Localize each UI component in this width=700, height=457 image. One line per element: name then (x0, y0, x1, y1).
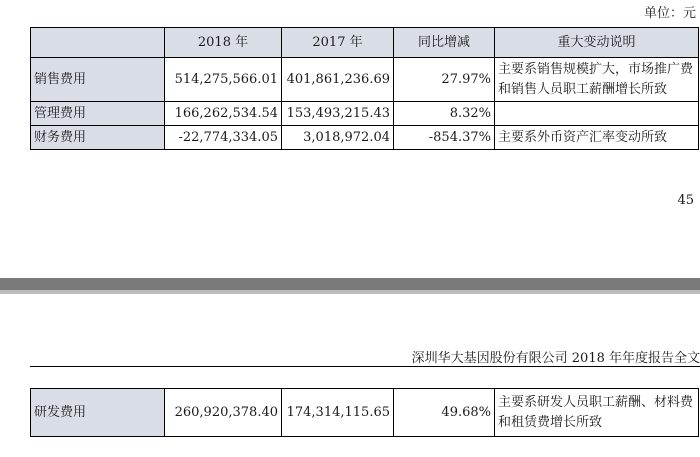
value-2018: -22,774,334.05 (165, 126, 282, 150)
header-2017: 2017 年 (282, 28, 394, 58)
header-item (31, 28, 165, 58)
table-row (31, 389, 699, 437)
unit-label: 单位：元 (643, 6, 696, 21)
header-2018: 2018 年 (165, 28, 282, 58)
table-row (31, 102, 699, 126)
change-note: 主要系销售规模扩大，市场推广费和销售人员职工薪酬增长所致 (495, 58, 699, 102)
change-note: 主要系外币资产汇率变动所致 (495, 126, 699, 150)
row-label: 销售费用 (31, 58, 165, 102)
value-2017: 153,493,215.43 (282, 102, 394, 126)
value-2017: 174,314,115.65 (282, 389, 394, 437)
row-label: 财务费用 (31, 126, 165, 150)
value-2018: 260,920,378.40 (165, 389, 282, 437)
value-2018: 166,262,534.54 (165, 102, 282, 126)
row-label: 研发费用 (31, 389, 165, 437)
table-row (31, 126, 699, 150)
header-note: 重大变动说明 (495, 28, 699, 58)
value-change: -854.37% (394, 126, 495, 150)
table-row (31, 58, 699, 102)
page-break (0, 278, 700, 290)
page-break-shadow (0, 290, 700, 294)
expense-table-continued (30, 388, 699, 437)
expense-table (30, 27, 699, 150)
page-header: 深圳华大基因股份有限公司 2018 年年度报告全文 (411, 351, 700, 366)
row-label: 管理费用 (31, 102, 165, 126)
header-change: 同比增减 (394, 28, 495, 58)
value-2017: 3,018,972.04 (282, 126, 394, 150)
change-note (495, 102, 699, 126)
header-divider (30, 366, 700, 367)
value-change: 49.68% (394, 389, 495, 437)
change-note: 主要系研发人员职工薪酬、材料费和租赁费增长所致 (495, 389, 699, 437)
value-2017: 401,861,236.69 (282, 58, 394, 102)
value-2018: 514,275,566.01 (165, 58, 282, 102)
page-number: 45 (677, 193, 694, 208)
value-change: 8.32% (394, 102, 495, 126)
table-header-row (31, 28, 699, 58)
value-change: 27.97% (394, 58, 495, 102)
